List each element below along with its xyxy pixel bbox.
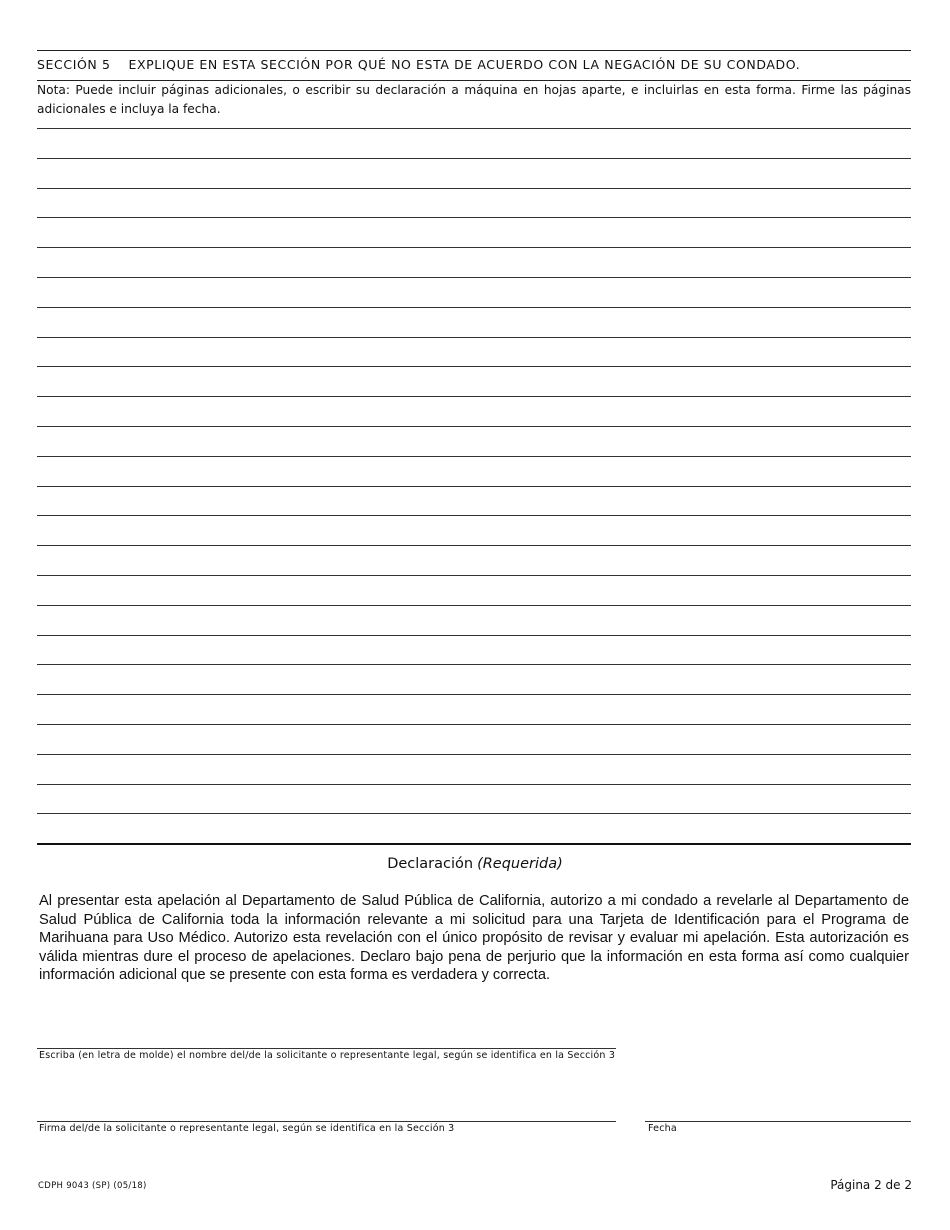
form-code: CDPH 9043 (SP) (05/18) [38,1181,147,1191]
printed-name-field[interactable] [37,1048,616,1049]
writing-line[interactable] [37,813,911,814]
writing-line[interactable] [37,635,911,636]
writing-line[interactable] [37,605,911,606]
declaration-required-note: (Requerida) [477,856,563,872]
writing-line[interactable] [37,724,911,725]
declaration-text: Al presentar esta apelación al Departamento de Salud Pública de California, autorizo a mi condado a revelarle al Departamento de Salud Pública de California toda la información relevante a mi solicitud para una Tarjeta de Identificación para el Programa de Marihuana para Uso Médico. Autorizo esta revelación con el único propósito de revisar y evaluar mi apelación. Esta autorización es válida mientras dure el proceso de apelaciones. Declaro bajo pena de perjurio que la información en esta forma así como cualquier información adicional que se presente con esta forma es verdadera y correcta. [39,893,909,983]
signature-field[interactable] [37,1121,616,1122]
date-label: Fecha [648,1123,677,1134]
writing-line[interactable] [37,784,911,785]
writing-line[interactable] [37,575,911,576]
writing-line[interactable] [37,217,911,218]
writing-line[interactable] [37,664,911,665]
section-number: SECCIÓN 5 [37,57,111,72]
writing-line[interactable] [37,158,911,159]
writing-line[interactable] [37,515,911,516]
writing-line[interactable] [37,277,911,278]
writing-line[interactable] [37,188,911,189]
writing-line[interactable] [37,486,911,487]
writing-line[interactable] [37,247,911,248]
writing-line[interactable] [37,456,911,457]
writing-line[interactable] [37,366,911,367]
section-note: Nota: Puede incluir páginas adicionales, o escribir su declaración a máquina en hojas aparte, e incluirlas en esta forma. Firme las páginas adicionales e incluya la fecha. [37,83,911,116]
writing-line[interactable] [37,545,911,546]
date-field[interactable] [645,1121,911,1122]
section-header [37,57,800,72]
writing-line[interactable] [37,754,911,755]
writing-line[interactable] [37,307,911,308]
writing-area-bottom-rule [37,843,911,845]
writing-line[interactable] [37,396,911,397]
section-title: EXPLIQUE EN ESTA SECCIÓN POR QUÉ NO ESTA DE ACUERDO CON LA NEGACIÓN DE SU CONDADO. [128,57,801,72]
section-top-rule [37,50,911,51]
writing-line[interactable] [37,426,911,427]
page-number: Página 2 de 2 [830,1178,912,1192]
printed-name-label: Escriba (en letra de molde) el nombre del/de la solicitante o representante legal, según se identifica en la Sección 3 [39,1050,616,1061]
signature-label: Firma del/de la solicitante o representante legal, según se identifica en la Sección 3 [39,1123,455,1134]
writing-line[interactable] [37,337,911,338]
declaration-heading [0,856,950,872]
declaration-title: Declaración [387,856,474,872]
writing-line[interactable] [37,694,911,695]
writing-line[interactable] [37,128,911,129]
